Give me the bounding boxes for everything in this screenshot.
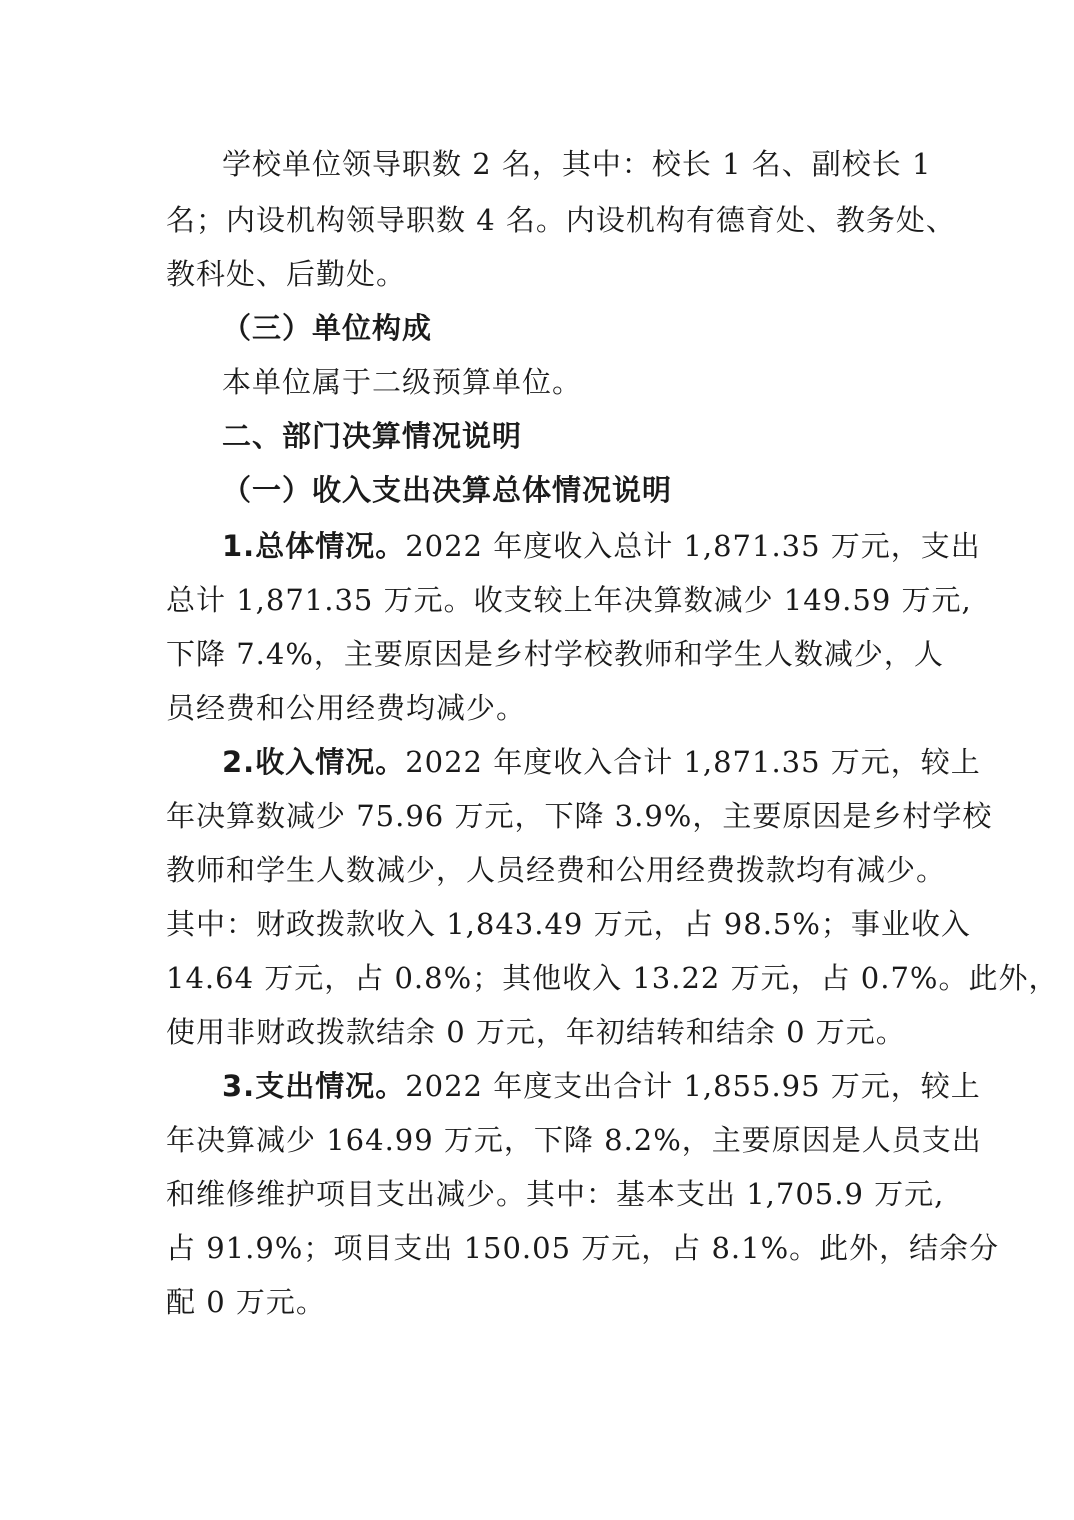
income-text: 2022 年度收入合计 1,871.35 万元，较上 — [405, 745, 981, 779]
paragraph-line: 总计 1,871.35 万元。收支较上年决算数减少 149.59 万元, — [166, 583, 972, 617]
paragraph-line: 14.64 万元，占 0.8%；其他收入 13.22 万元，占 0.7%。此外， — [166, 961, 1059, 995]
paragraph-line: 本单位属于二级预算单位。 — [222, 365, 583, 399]
expense-lead: 3.支出情况。 — [222, 1069, 406, 1103]
paragraph-line — [222, 528, 981, 564]
paragraph-line: 其中：财政拨款收入 1,843.49 万元，占 98.5%；事业收入 — [166, 907, 971, 941]
paragraph-line: 和维修维护项目支出减少。其中：基本支出 1,705.9 万元, — [166, 1177, 945, 1211]
paragraph-line: 配 0 万元。 — [166, 1285, 326, 1319]
expense-text: 2022 年度支出合计 1,855.95 万元，较上 — [405, 1069, 981, 1103]
paragraph-line: 学校单位领导职数 2 名，其中：校长 1 名、副校长 1 — [222, 147, 932, 181]
paragraph-line — [222, 1068, 981, 1104]
income-lead: 2.收入情况。 — [222, 745, 406, 779]
overall-text: 2022 年度收入总计 1,871.35 万元，支出 — [405, 529, 981, 563]
paragraph-line: 下降 7.4%，主要原因是乡村学校教师和学生人数减少，人 — [166, 637, 944, 671]
paragraph-line: 名；内设机构领导职数 4 名。内设机构有德育处、教务处、 — [166, 203, 956, 237]
paragraph-line: 年决算数减少 75.96 万元，下降 3.9%，主要原因是乡村学校 — [166, 799, 993, 833]
paragraph-line: 占 91.9%；项目支出 150.05 万元，占 8.1%。此外，结余分 — [166, 1231, 1000, 1265]
paragraph-line: 教师和学生人数减少，人员经费和公用经费拨款均有减少。 — [166, 853, 947, 887]
section-heading-income-expense-overview: （一）收入支出决算总体情况说明 — [222, 473, 673, 507]
paragraph-line — [222, 744, 981, 780]
section-heading-unit-composition: （三）单位构成 — [222, 311, 433, 345]
overall-lead: 1.总体情况。 — [222, 529, 406, 563]
section-heading-final-accounts: 二、部门决算情况说明 — [222, 419, 523, 453]
paragraph-line: 教科处、后勤处。 — [166, 257, 407, 291]
paragraph-line: 年决算减少 164.99 万元，下降 8.2%，主要原因是人员支出 — [166, 1123, 982, 1157]
paragraph-line: 使用非财政拨款结余 0 万元，年初结转和结余 0 万元。 — [166, 1015, 906, 1049]
paragraph-line: 员经费和公用经费均减少。 — [166, 691, 527, 725]
